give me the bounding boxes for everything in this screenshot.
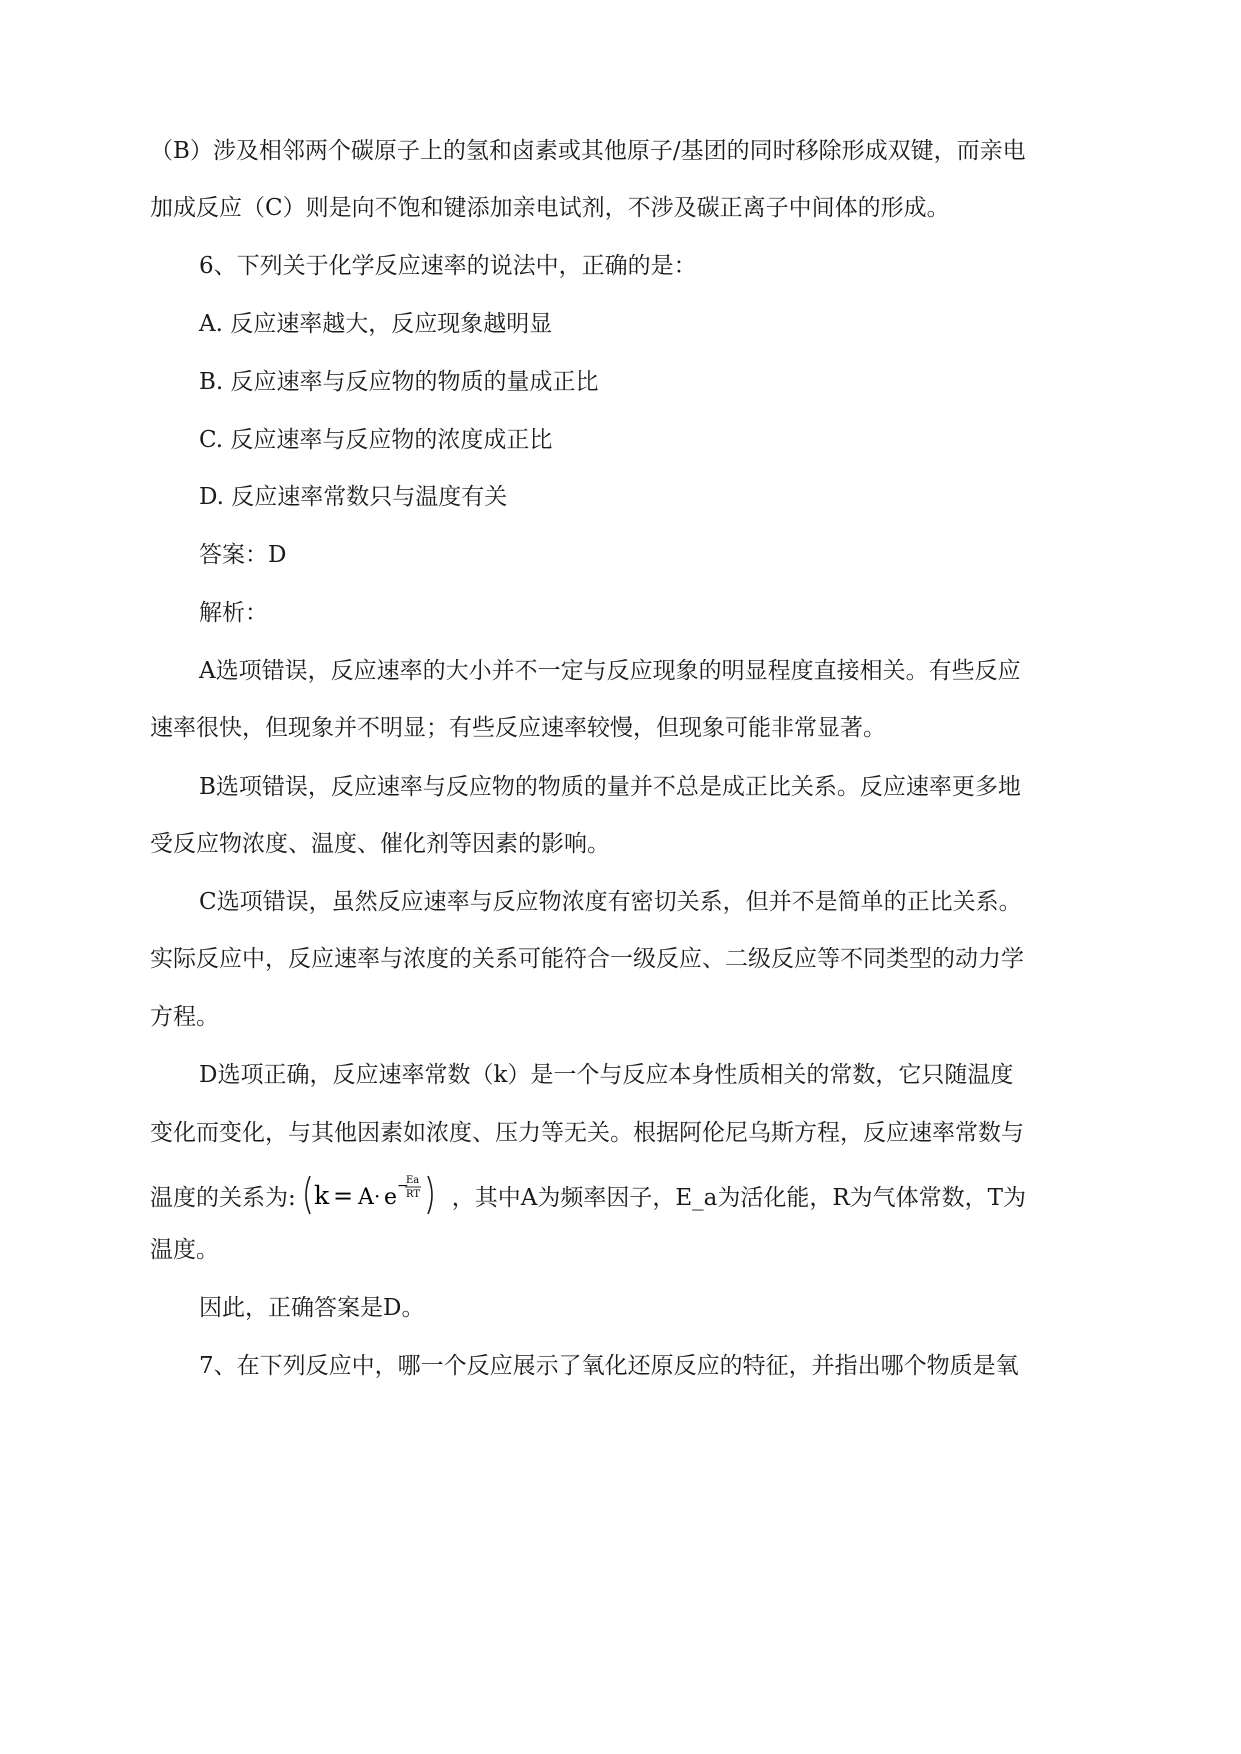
text-line: 加成反应（C）则是向不饱和键添加亲电试剂，不涉及碳正离子中间体的形成。 — [150, 195, 950, 221]
option-a: A. 反应速率越大，反应现象越明显 — [199, 311, 553, 337]
analysis-c-line-3: 方程。 — [150, 1004, 219, 1030]
analysis-d-line-1: D选项正确，反应速率常数（k）是一个与反应本身性质相关的常数，它只随温度 — [199, 1062, 1014, 1088]
formula-numerator: Ea — [405, 1175, 420, 1186]
option-d: D. 反应速率常数只与温度有关 — [199, 484, 508, 510]
formula-lead-text: 温度的关系为: — [150, 1185, 296, 1211]
analysis-heading: 解析： — [199, 600, 268, 626]
formula-equals: = — [332, 1182, 353, 1210]
analysis-b-line-1: B选项错误，反应速率与反应物的物质的量并不总是成正比关系。反应速率更多地 — [199, 774, 1021, 800]
formula-minus: − — [396, 1178, 409, 1194]
formula-a: A — [357, 1185, 374, 1210]
analysis-a-line-2: 速率很快，但现象并不明显；有些反应速率较慢，但现象可能非常显著。 — [150, 715, 886, 741]
analysis-d-line-4: 温度。 — [150, 1237, 219, 1263]
option-c: C. 反应速率与反应物的浓度成正比 — [199, 427, 553, 453]
formula-denominator: RT — [405, 1189, 420, 1200]
question-6: 6、下列关于化学反应速率的说法中，正确的是： — [199, 253, 697, 279]
question-7: 7、在下列反应中，哪一个反应展示了氧化还原反应的特征，并指出哪个物质是氧 — [199, 1353, 1019, 1379]
formula-trailing-text: ，其中A为频率因子，E_a为活化能，R为气体常数，T为 — [451, 1185, 1027, 1211]
analysis-a-line-1: A选项错误，反应速率的大小并不一定与反应现象的明显程度直接相关。有些反应 — [199, 658, 1021, 684]
formula-dot: · — [373, 1184, 381, 1208]
arrhenius-formula-graphic — [300, 1172, 446, 1218]
formula-k: k — [313, 1181, 329, 1210]
option-b: B. 反应速率与反应物的物质的量成正比 — [199, 369, 599, 395]
answer: 答案：D — [199, 542, 287, 568]
formula-e: e — [383, 1185, 397, 1210]
right-paren — [428, 1176, 432, 1214]
analysis-d-line-2: 变化而变化，与其他因素如浓度、压力等无关。根据阿伦尼乌斯方程，反应速率常数与 — [150, 1120, 1024, 1146]
conclusion: 因此，正确答案是D。 — [199, 1295, 425, 1321]
analysis-c-line-1: C选项错误，虽然反应速率与反应物浓度有密切关系，但并不是简单的正比关系。 — [199, 889, 1022, 915]
arrhenius-formula — [300, 1172, 446, 1218]
left-paren — [306, 1176, 310, 1214]
analysis-d-line-3 — [150, 1176, 1026, 1222]
analysis-c-line-2: 实际反应中，反应速率与浓度的关系可能符合一级反应、二级反应等不同类型的动力学 — [150, 946, 1024, 972]
analysis-b-line-2: 受反应物浓度、温度、催化剂等因素的影响。 — [150, 831, 610, 857]
text-line: （B）涉及相邻两个碳原子上的氢和卤素或其他原子/基团的同时移除形成双键，而亲电 — [150, 138, 1026, 164]
